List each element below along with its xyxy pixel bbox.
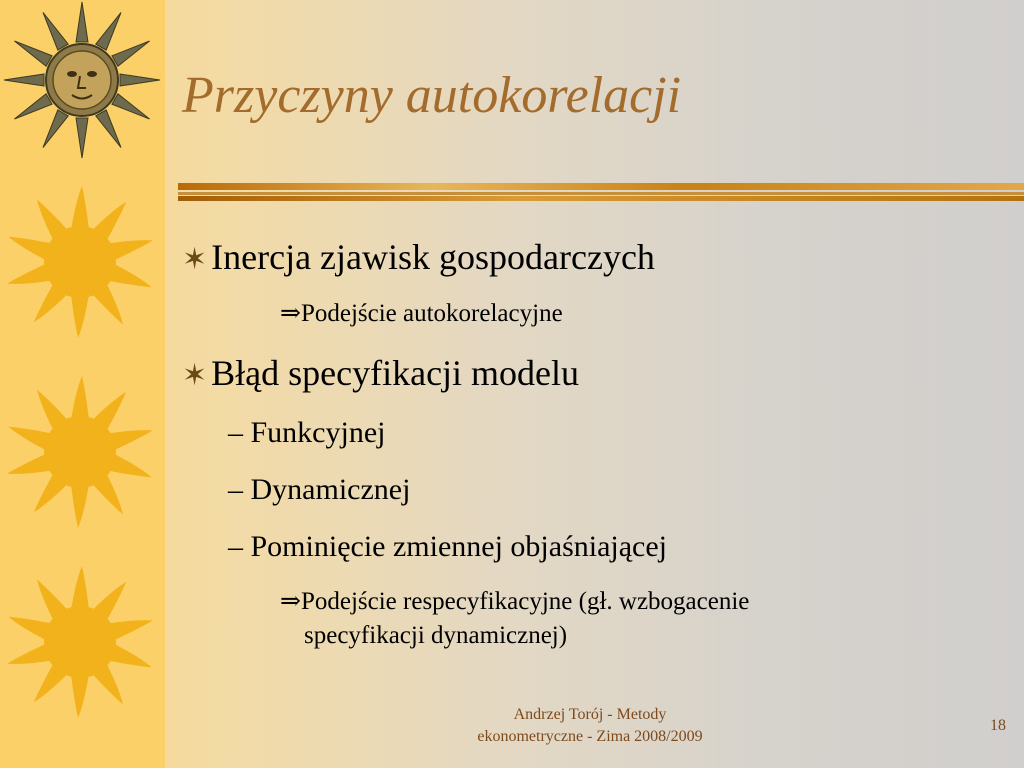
sun-icon [0,180,165,345]
footer-author-line2: ekonometryczne - Zima 2008/2009 [477,728,703,745]
dash-item [228,473,410,507]
sub-bullet-continuation: specyfikacji dynamicznej) [304,622,568,649]
dash-marker: – [228,530,251,563]
footer-author [400,704,780,748]
bullet-item [182,236,655,278]
title-divider [178,183,1024,203]
page-number: 18 [990,717,1006,734]
slide-title: Przyczyny autokorelacji [182,67,682,124]
bullet-text: Inercja zjawisk gospodarczych [211,237,655,277]
sun-icon [0,370,165,535]
star-bullet-icon: ✶ [182,359,208,392]
bullet-text: Błąd specyfikacji modelu [211,353,580,393]
sub-bullet-text: Podejście respecyfikacyjne (gł. wzbogacenie [300,588,750,615]
double-arrow-bullet-icon: ⇒ [280,588,301,615]
dash-text: Dynamicznej [250,473,411,506]
sun-face-icon [0,0,165,165]
star-bullet-icon: ✶ [182,243,208,276]
dash-item [228,416,386,450]
footer-author-line1: Andrzej Torój - Metody [513,706,667,723]
double-arrow-bullet-icon: ⇒ [280,300,301,327]
sub-bullet-text: Podejście autokorelacyjne [300,300,563,327]
dash-item [228,530,667,564]
bullet-item [182,352,579,394]
sub-bullet-item [280,298,563,328]
dash-text: Funkcyjnej [250,416,386,449]
sun-icon [0,560,165,725]
dash-text: Pominięcie zmiennej objaśniającej [250,530,668,563]
dash-marker: – [228,473,251,506]
dash-marker: – [228,416,251,449]
sub-bullet-item [280,586,749,616]
